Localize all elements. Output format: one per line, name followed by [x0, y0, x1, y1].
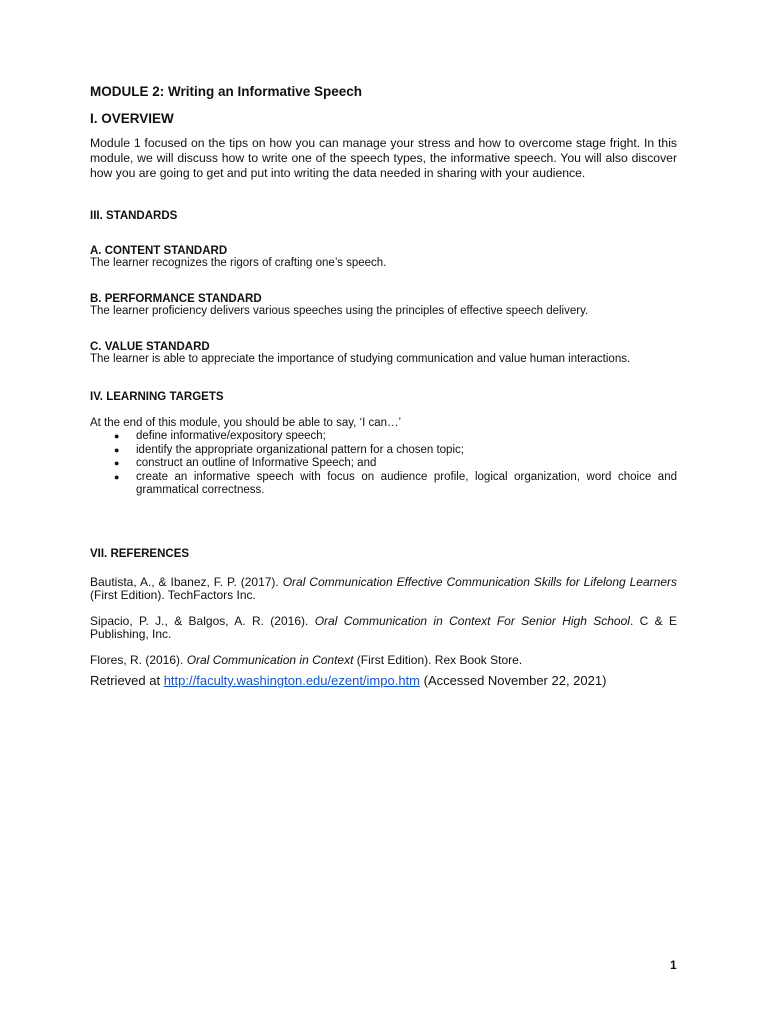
bullet-icon: ● [114, 471, 120, 482]
value-standard-text: The learner is able to appreciate the importance of studying communication and value human interactions. [90, 353, 631, 366]
value-standard [90, 341, 677, 367]
standards-heading: III. STANDARDS [90, 210, 178, 223]
learning-targets-heading: IV. LEARNING TARGETS [90, 390, 224, 403]
reference-3: Flores, R. (2016). Oral Communication in Context (First Edition). Rex Book Store. [90, 652, 523, 667]
content-standard [90, 245, 677, 271]
bullet-icon: ● [114, 431, 120, 442]
value-standard-heading: C. VALUE STANDARD [90, 341, 210, 354]
performance-standard-heading: B. PERFORMANCE STANDARD [90, 292, 262, 305]
page-number: 1 [670, 958, 677, 972]
list-item: ● define informative/expository speech; [114, 430, 326, 443]
bullet-icon: ● [114, 458, 120, 469]
content-standard-text: The learner recognizes the rigors of crafting one’s speech. [90, 257, 387, 270]
reference-1: Bautista, A., & Ibanez, F. P. (2017). Oral Communication Effective Communication Skills for Lifelong Learners (First Edition). TechFactors Inc. [90, 574, 677, 603]
reference-link[interactable]: http://faculty.washington.edu/ezent/impo.htm [163, 673, 420, 689]
learning-targets-intro: At the end of this module, you should be able to say, ‘I can…’ [90, 416, 402, 429]
list-item: ● identify the appropriate organizational pattern for a chosen topic; [114, 443, 464, 456]
performance-standard [90, 293, 677, 319]
learning-targets-list [90, 430, 677, 498]
content-standard-heading: A. CONTENT STANDARD [90, 245, 228, 258]
list-item: ● create an informative speech with focus on audience profile, logical organization, word choice and grammatical correctness. [114, 470, 677, 497]
references-heading: VII. REFERENCES [90, 547, 190, 560]
reference-4: Retrieved at http://faculty.washington.edu/ezent/impo.htm (Accessed November 22, 2021) [90, 673, 607, 689]
overview-heading: I. OVERVIEW [90, 111, 174, 126]
bullet-icon: ● [114, 444, 120, 455]
module-title: MODULE 2: Writing an Informative Speech [90, 84, 363, 99]
document-page [90, 84, 677, 688]
reference-2: Sipacio, P. J., & Balgos, A. R. (2016). Oral Communication in Context For Senior High School. C & E Publishing, Inc. [90, 613, 677, 642]
overview-text: Module 1 focused on the tips on how you can manage your stress and how to overcome stage fright. In this module, we will discuss how to write one of the speech types, the informative speech. You will also discover how you are going to get and put into writing the data needed in sharing with your audience. [90, 136, 677, 180]
list-item: ● construct an outline of Informative Speech; and [114, 457, 377, 470]
performance-standard-text: The learner proficiency delivers various speeches using the principles of effective speech delivery. [90, 304, 589, 317]
